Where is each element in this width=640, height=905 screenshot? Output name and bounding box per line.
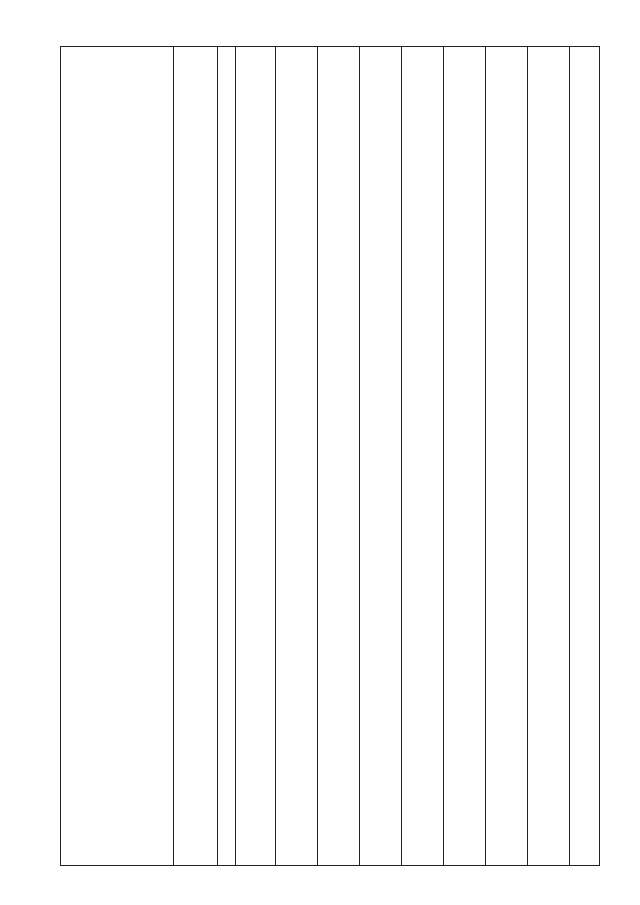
col-rule bbox=[401, 47, 402, 865]
col-rule bbox=[317, 47, 318, 865]
col-rule bbox=[359, 47, 360, 865]
col-rule bbox=[443, 47, 444, 865]
col-rule bbox=[569, 47, 570, 865]
col-rule bbox=[485, 47, 486, 865]
col-rule bbox=[527, 47, 528, 865]
col-rule bbox=[275, 47, 276, 865]
data-table bbox=[60, 46, 600, 866]
col-rule bbox=[217, 47, 218, 865]
col-rule bbox=[173, 47, 174, 865]
col-rule bbox=[235, 47, 236, 865]
